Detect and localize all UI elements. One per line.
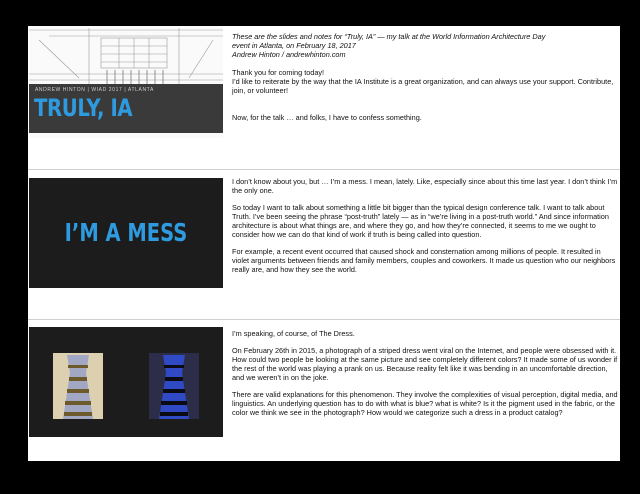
slide-title: TRULY, IA: [34, 94, 133, 122]
slide-truly-ia: [29, 26, 223, 138]
slide-subtitle: ANDREW HINTON | WIAD 2017 | ATLANTA: [35, 87, 154, 93]
white-gold-dress-photo: [53, 353, 103, 419]
divider: [28, 169, 620, 170]
slide-im-a-mess: [29, 178, 223, 288]
notes-intro-line: These are the slides and notes for “Truly, IA” — my talk at the World Information Architecture Day: [232, 32, 546, 41]
notes-paragraph: Now, for the talk … and folks, I have to confess something.: [232, 113, 422, 122]
divider: [28, 319, 620, 320]
slide-the-dress: [29, 327, 223, 437]
notes-slide-2: [232, 177, 618, 282]
notes-intro: [232, 32, 618, 59]
notes-paragraph: I’m speaking, of course, of The Dress.: [232, 329, 355, 338]
blue-black-dress-photo: [149, 353, 199, 419]
notes-paragraph: So today I want to talk about something a little bit bigger than the typical design conference talk. I want to talk about Truth. I’ve been seeing the phrase “post-truth” lately — as in “we’re living in a post-truth world.” And since information architecture is about what things are, and where they go, and how they’re connected, it seems to me we ought to consider how we can do that kind of work if truth is being called into question.: [232, 203, 609, 239]
slide-title: I’M A MESS: [64, 218, 188, 247]
notes-slide-1: [232, 32, 618, 130]
notes-slide-3: [232, 329, 618, 425]
notes-paragraph: I don’t know about you, but … I’m a mess. I mean, lately. Like, especially since about this time last year. I don’t think I’m the only one.: [232, 177, 618, 195]
notes-paragraph: Thank you for coming today! I’d like to reiterate by the way that the IA Institute is a great organization, and can always use your support. Contribute, join, or volunteer!: [232, 68, 614, 95]
notes-paragraph: For example, a recent event occurred that caused shock and consternation among millions of people. It resulted in violet arguments between friends and family members, couples and coworkers. It made us question who our neighbors really are, and how they see the world.: [232, 247, 616, 274]
notes-intro-line: Andrew Hinton / andrewhinton.com: [232, 50, 346, 59]
notes-paragraph: On February 26th in 2015, a photograph of a striped dress went viral on the Internet, and people were obsessed with it. How could two people be looking at the same picture and see completely different colors? It made some of us wonder if the rest of the world was playing a prank on us. Because reality felt like it was bending in an uncomfortable direction, and we weren’t in on the joke.: [232, 346, 618, 382]
notes-paragraph: There are valid explanations for this phenomenon. They involve the complexities of visual perception, digital media, and linguistics. An underlying question has to do with what is blue? what is white? Is it the pigment used in the fabric, or the color we think we see in the photograph? How would we categorize such a dress in a product catalog?: [232, 390, 618, 417]
document-page: [28, 26, 620, 461]
notes-intro-line: event in Atlanta, on February 18, 2017: [232, 41, 356, 50]
